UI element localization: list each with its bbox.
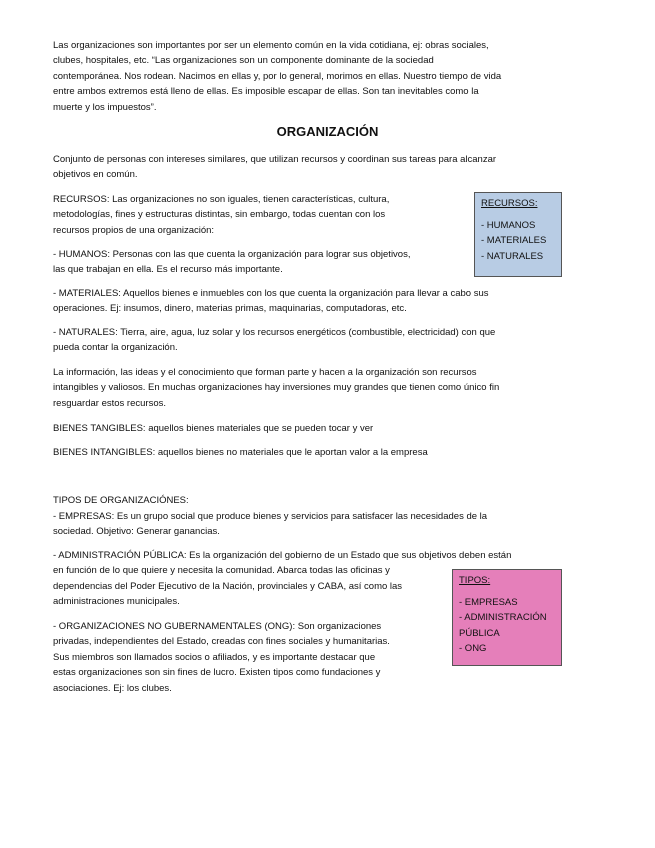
ong-paragraph: - ORGANIZACIONES NO GUBERNAMENTALES (ONG): Son organizaciones privadas, independientes del Estado, creadas con fines sociales y humanitarias. Sus miembros son llamados socios o afiliados, y es importante destacar que estas organizaciones son sin fines de lucro. Existen tipos como fundaciones y asociaciones. Ej: los clubes. (53, 621, 390, 694)
humanos-paragraph: - HUMANOS: Personas con las que cuenta la organización para lograr sus objetivos, las que trabajan en ella. Es el recurso más importante. (53, 249, 411, 276)
tipos-box-item: - ONG (459, 643, 487, 655)
tipos-box-item: - EMPRESAS (459, 596, 518, 608)
tipos-heading: TIPOS DE ORGANIZACIÓNES: (53, 495, 189, 506)
recursos-box-heading: RECURSOS: (481, 198, 538, 209)
administracion-paragraph: - ADMINISTRACIÓN PÚBLICA: Es la organización del gobierno de un Estado que sus objetivos deben están en función de lo que quiere y necesita la comunidad. Abarca todas las oficinas y dependencias del Poder Ejecutivo de la Nación, provinciales y CABA, así como las administraciones municipales. (53, 550, 512, 608)
definition-paragraph: Conjunto de personas con intereses similares, que utilizan recursos y coordinan sus tareas para alcanzar objetivos en común. (53, 154, 497, 181)
empresas-paragraph: - EMPRESAS: Es un grupo social que produce bienes y servicios para satisfacer las necesidades de la sociedad. Objetivo: Generar ganancias. (53, 511, 488, 538)
recursos-sidebar-box (474, 192, 562, 277)
tipos-sidebar-box (452, 569, 562, 666)
recursos-box-item: - HUMANOS (481, 219, 536, 231)
tipos-box-item: - ADMINISTRACIÓN (459, 612, 547, 624)
naturales-paragraph: - NATURALES: Tierra, aire, agua, luz solar y los recursos energéticos (combustible, electricidad) con que pueda contar la organización. (53, 327, 496, 354)
tipos-box-heading: TIPOS: (459, 575, 491, 586)
recursos-box-item: - MATERIALES (481, 235, 547, 247)
page-title: ORGANIZACIÓN (276, 124, 379, 139)
tipos-box-item: PÚBLICA (459, 627, 500, 639)
informacion-paragraph: La información, las ideas y el conocimiento que forman parte y hacen a la organización son recursos intangibles y valiosos. En muchas organizaciones hay inversiones muy grandes que tienen como único fin resguardar estos recursos. (53, 367, 500, 409)
recursos-box-item: - NATURALES (481, 250, 544, 262)
tangibles-paragraph: BIENES TANGIBLES: aquellos bienes materiales que se pueden tocar y ver (53, 423, 374, 434)
intangibles-paragraph: BIENES INTANGIBLES: aquellos bienes no materiales que le aportan valor a la empresa (53, 447, 428, 458)
recursos-paragraph: RECURSOS: Las organizaciones no son iguales, tienen características, cultura, metodologías, fines y estructuras distintas, sin embargo, todas cuentan con los recursos propios de una organización: (53, 194, 390, 236)
materiales-paragraph: - MATERIALES: Aquellos bienes e inmuebles con los que cuenta la organización para llevar a cabo sus operaciones. Ej: insumos, dinero, materias primas, maquinarias, computadoras, etc. (53, 288, 489, 315)
intro-paragraph: Las organizaciones son importantes por ser un elemento común en la vida cotidiana, ej: obras sociales, clubes, hospitales, etc. “Las organizaciones son un componente dominante de la sociedad contemporánea. Nos rodean. Nacimos en ellas y, por lo general, morimos en ellas. Nuestro tiempo de vida entre ambos extremos está lleno de ellas. Es imposible escapar de ellas. Son tan inevitables como la muerte y los impuestos”. (53, 40, 502, 113)
